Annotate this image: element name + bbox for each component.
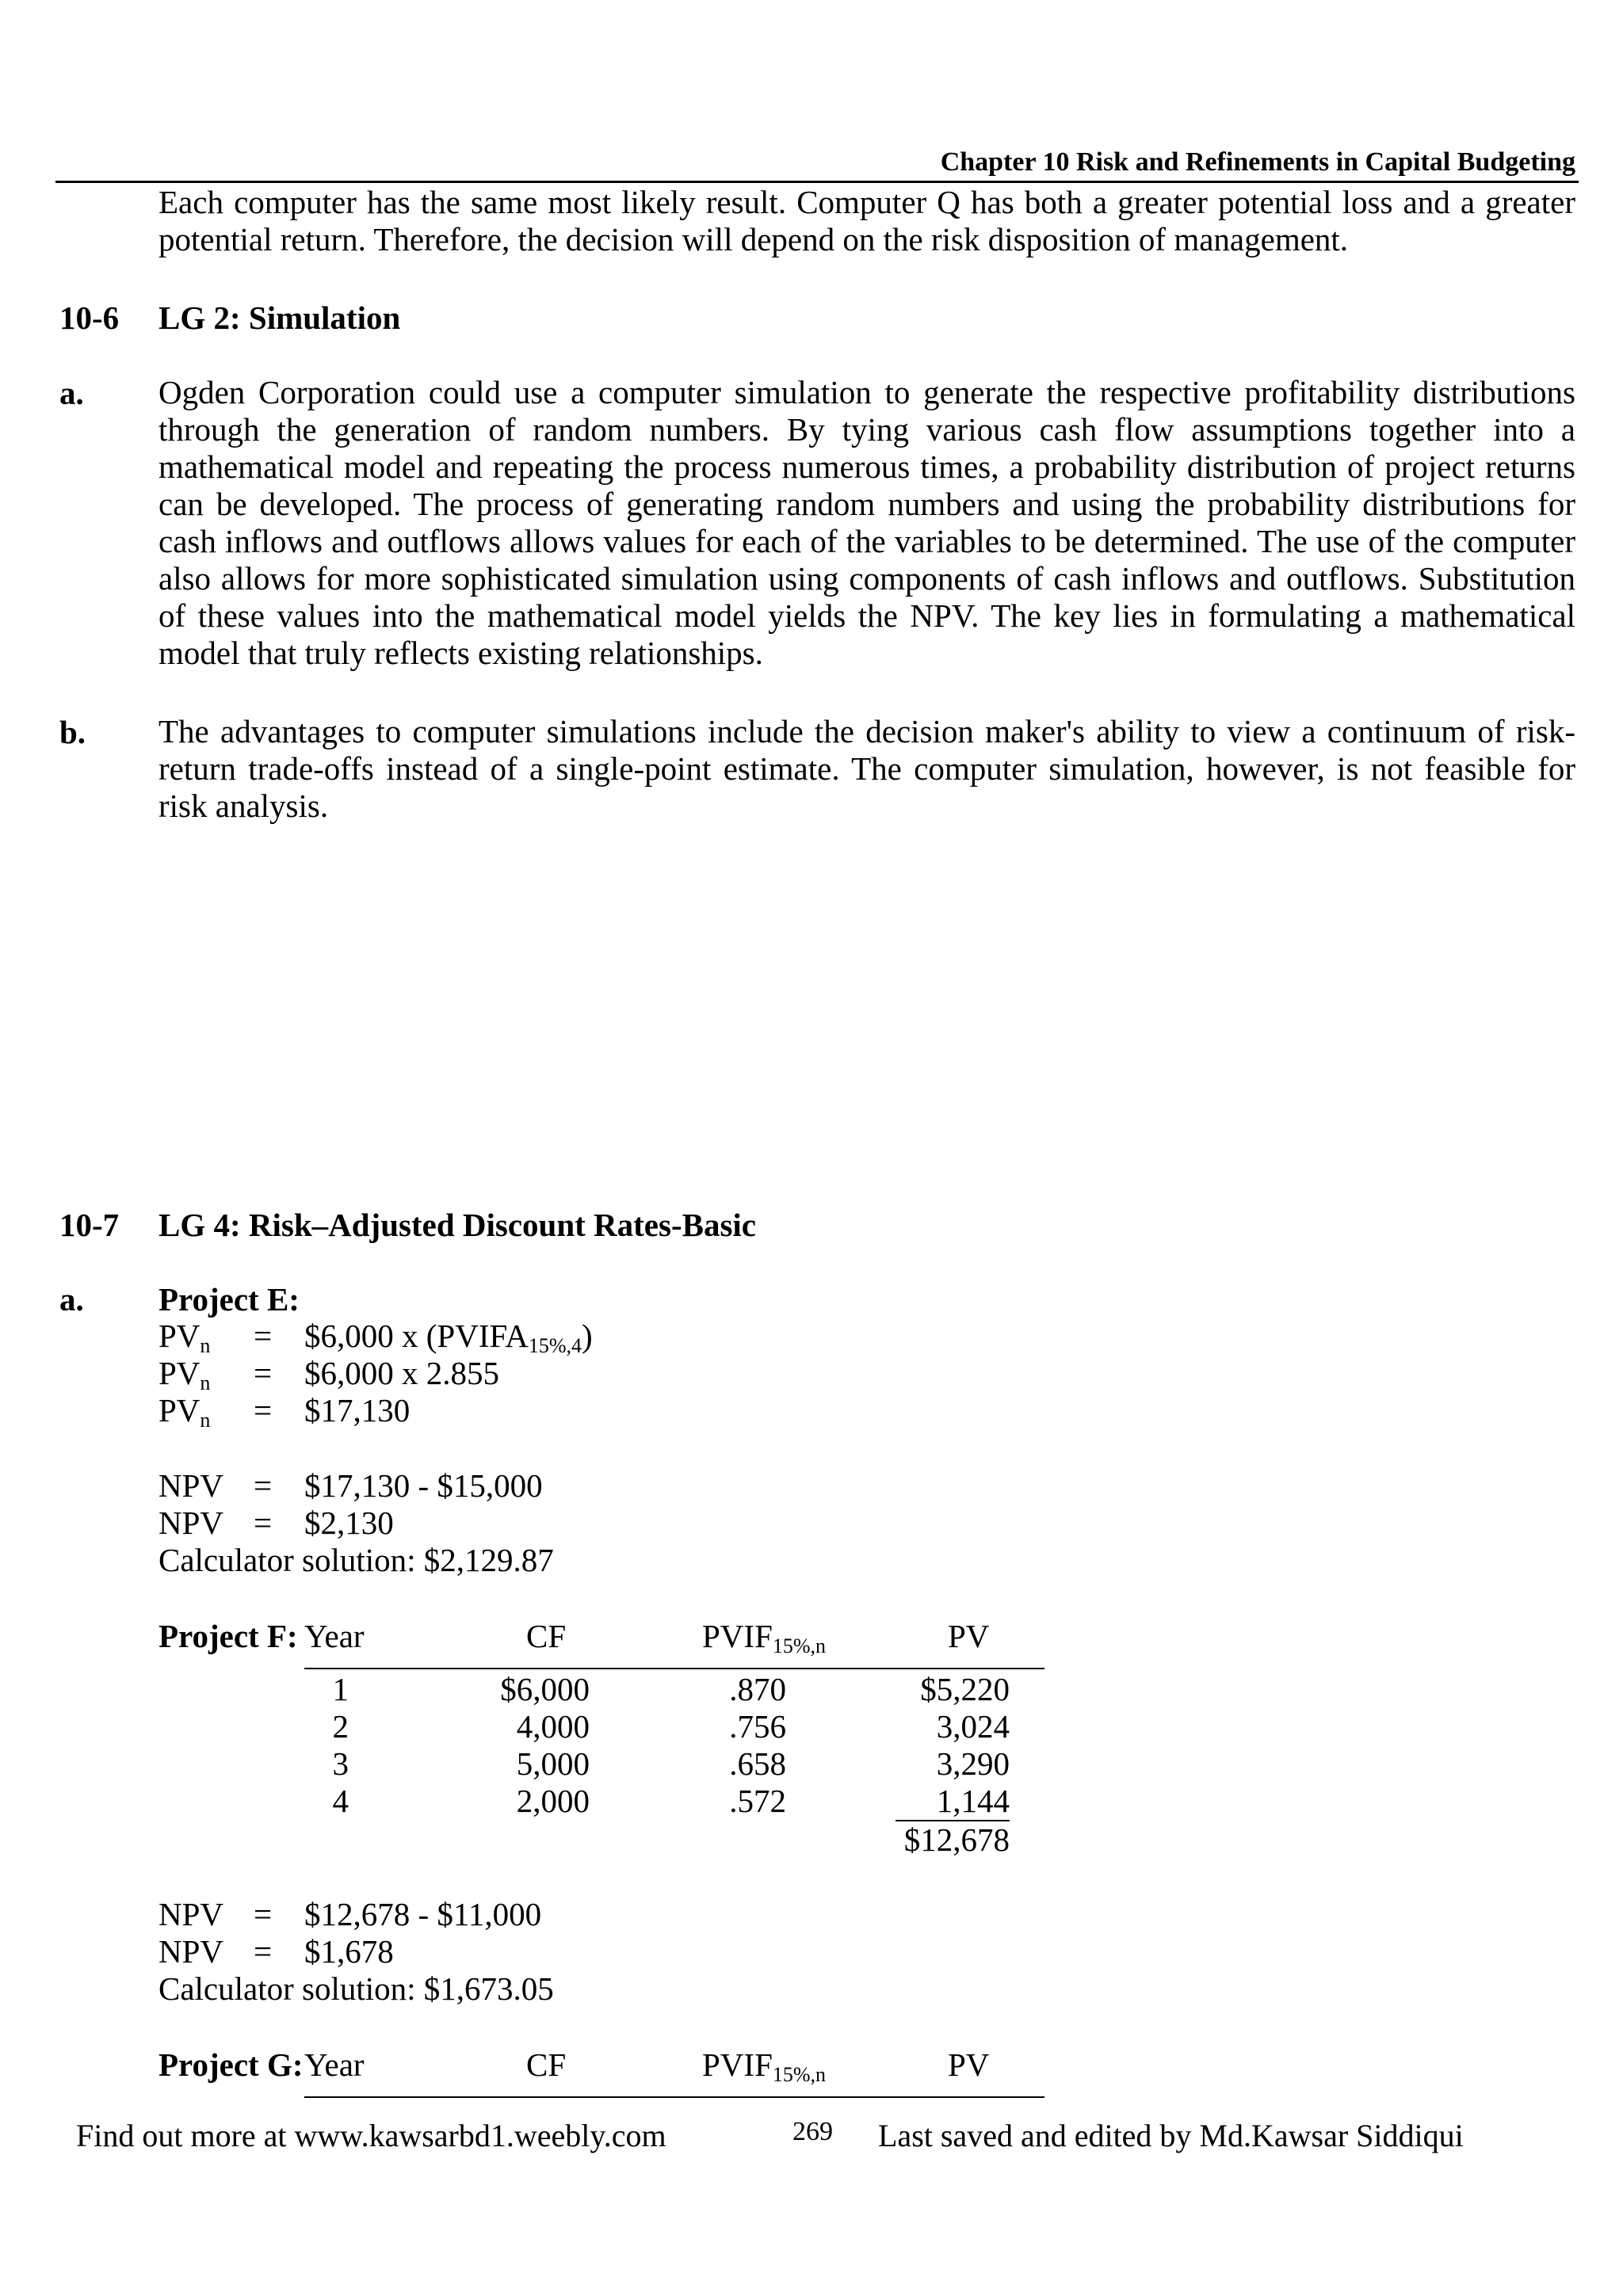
project-f-year-cell: 2: [332, 1708, 349, 1745]
problem-title-10-6: LG 2: Simulation: [158, 299, 401, 336]
running-header: Chapter 10 Risk and Refinements in Capital Budgeting: [940, 147, 1575, 177]
project-e-pv-line-3: $PV_n$ = $17,130: [158, 1392, 411, 1432]
project-g-title: Project G:: [158, 2046, 304, 2083]
project-f-pvif-cell: .658: [729, 1745, 786, 1782]
part-b-label: b.: [59, 714, 86, 750]
part-a-label: a.: [59, 375, 84, 411]
project-f-title: Project F:: [158, 1618, 298, 1654]
project-f-pv-total: $12,678: [903, 1821, 1010, 1858]
project-g-header-pvif: $PVIF_{15\%,n}$: [702, 2046, 827, 2086]
project-f-cf-cell: 5,000: [516, 1745, 590, 1782]
problem-number-10-7: 10-7: [59, 1207, 120, 1243]
project-f-pv-cell: 3,290: [936, 1745, 1010, 1782]
project-f-pv-cell: 3,024: [936, 1708, 1010, 1745]
project-f-year-cell: 1: [332, 1671, 349, 1707]
intro-paragraph: Each computer has the same most likely result. Computer Q has both a greater potential loss and a greater potential return. Therefore, the decision will depend on the risk disposition of management.: [158, 184, 1575, 257]
project-g-header-pv: PV: [948, 2046, 990, 2083]
project-e-pv-line-2: $PV_n$ = $6,000 x 2.855: [158, 1355, 499, 1394]
page-number: 269: [792, 2117, 833, 2146]
part-b-text: The advantages to computer simulations include the decision maker's ability to view a continuum of risk-return trade-offs instead of a single-point estimate. The computer simulation, however, is not feasible for risk analysis.: [158, 713, 1575, 824]
footer-website: Find out more at www.kawsarbd1.weebly.com: [76, 2118, 666, 2153]
header-year: Year: [304, 1618, 365, 1654]
problem-title-10-7: LG 4: Risk–Adjusted Discount Rates-Basic: [158, 1207, 756, 1243]
project-f-pvif-cell: .572: [729, 1783, 786, 1819]
project-e-npv-line-1: NPV = $17,130 - $15,000: [158, 1467, 543, 1504]
project-g-header-rule: [304, 2096, 1044, 2098]
header-pv: PV: [948, 1618, 990, 1654]
problem-number-10-6: 10-6: [59, 299, 120, 336]
project-f-cf-cell: 2,000: [516, 1783, 590, 1819]
project-f-pv-cell: $5,220: [920, 1671, 1010, 1707]
project-f-calculator-solution: Calculator solution: $1,673.05: [158, 1970, 554, 2007]
project-g-header-cf: CF: [526, 2046, 567, 2083]
header-rule: [55, 181, 1579, 183]
project-e-calculator-solution: Calculator solution: $2,129.87: [158, 1542, 554, 1578]
header-cf: CF: [526, 1618, 567, 1654]
project-f-pvif-cell: .870: [729, 1671, 786, 1707]
part-a-label-10-7: a.: [59, 1281, 84, 1318]
project-e-title: Project E:: [158, 1281, 300, 1318]
header-pvif: $PVIF_{15\%,n}$: [702, 1618, 827, 1657]
project-e-npv-line-2: NPV = $2,130: [158, 1505, 394, 1541]
project-e-pv-line-1: $PV_n$ = $6,000 x $(PVIFA_{15\%,4})$: [158, 1318, 593, 1357]
project-f-npv-line-1: NPV = $12,678 - $11,000: [158, 1896, 542, 1932]
project-f-npv-line-2: NPV = $1,678: [158, 1933, 394, 1970]
project-f-cf-cell: 4,000: [516, 1708, 590, 1745]
project-f-pv-cell: 1,144: [936, 1783, 1010, 1819]
project-f-header-rule: [304, 1668, 1044, 1669]
project-f-year-cell: 3: [332, 1745, 349, 1782]
project-f-year-cell: 4: [332, 1783, 349, 1819]
project-f-cf-cell: $6,000: [500, 1671, 590, 1707]
project-f-pvif-cell: .756: [729, 1708, 786, 1745]
part-a-text: Ogden Corporation could use a computer simulation to generate the respective profitability distributions through the generation of random numbers. By tying various cash flow assumptions together into a mathematical model and repeating the process numerous times, a probability distribution of project returns can be developed. The process of generating random numbers and using the probability distributions for cash inflows and outflows allows values for each of the variables to be determined. The use of the computer also allows for more sophisticated simulation using components of cash inflows and outflows. Substitution of these values into the mathematical model yields the NPV. The key lies in formulating a mathematical model that truly reflects existing relationships.: [158, 374, 1575, 671]
footer-author: Last saved and edited by Md.Kawsar Siddiqui: [878, 2118, 1464, 2153]
project-g-header-year: Year: [304, 2046, 365, 2083]
